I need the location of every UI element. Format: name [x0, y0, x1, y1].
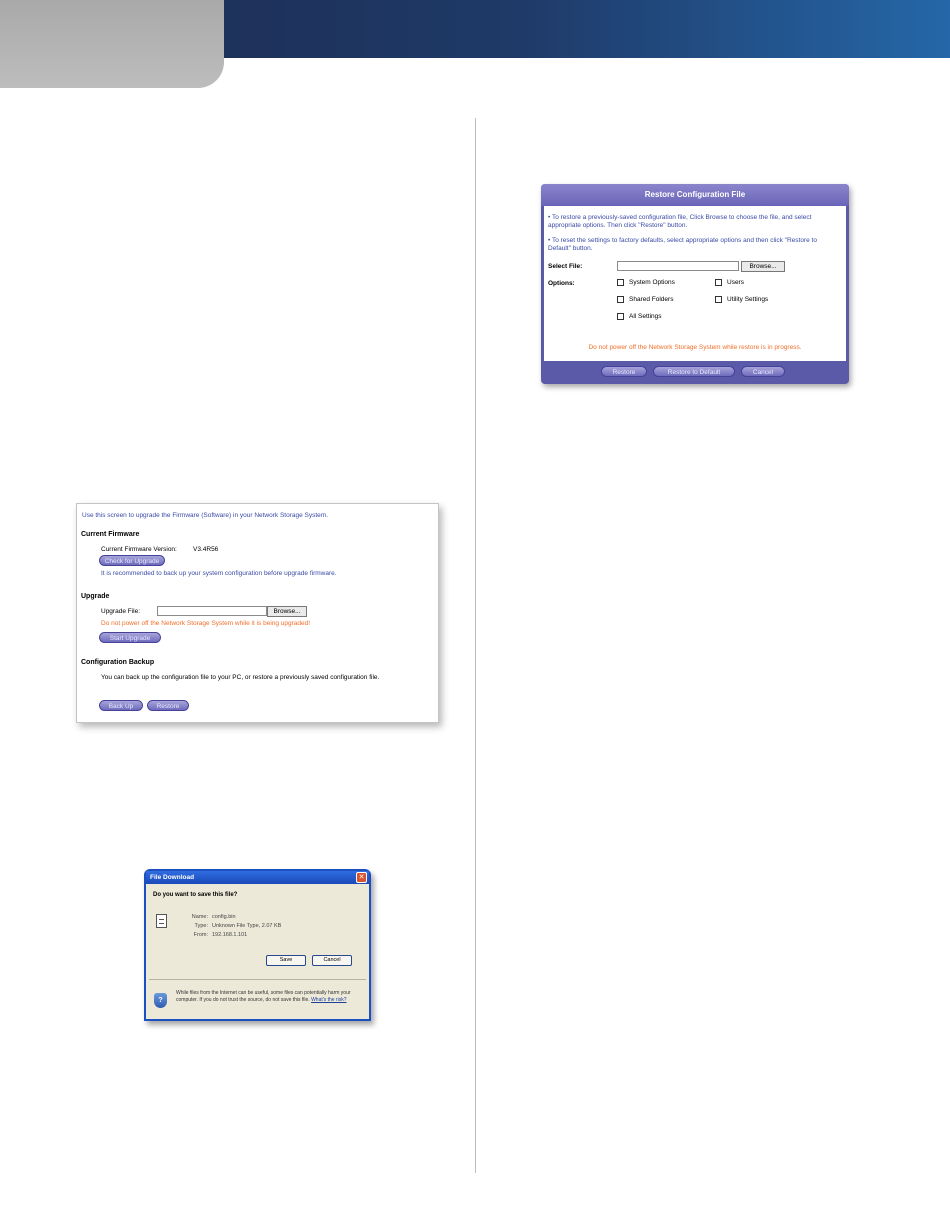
- start-upgrade-button[interactable]: Start Upgrade: [99, 632, 161, 643]
- restore-instruction: • To restore a previously-saved configuration file, Click Browse to choose the file, and select appropriate options. Then click "Restore" button.: [548, 214, 812, 229]
- firmware-intro: Use this screen to upgrade the Firmware (Software) in your Network Storage System.: [82, 512, 329, 519]
- backup-recommendation: It is recommended to back up your system configuration before upgrade firmware.: [101, 570, 337, 577]
- type-value: Unknown File Type, 2.07 KB: [212, 923, 282, 929]
- restore-button-row: [541, 366, 849, 380]
- reset-instruction: • To reset the settings to factory defaults, select appropriate options and then click "Restore to Default" button.: [548, 237, 817, 252]
- option-users[interactable]: [715, 279, 744, 286]
- dialog-separator: [149, 979, 366, 980]
- whats-the-risk-link[interactable]: What's the risk?: [311, 996, 347, 1003]
- from-value: 192.168.1.101: [212, 932, 248, 938]
- restore-configuration-dialog: [541, 184, 849, 384]
- options-label: Options:: [548, 280, 575, 287]
- system-options-label: System Options: [629, 279, 675, 286]
- users-label: Users: [727, 279, 744, 286]
- shared-folders-checkbox[interactable]: [617, 296, 624, 303]
- utility-settings-checkbox[interactable]: [715, 296, 722, 303]
- column-divider: [475, 118, 476, 1173]
- type-label: Type:: [194, 923, 208, 929]
- configuration-backup-text: You can back up the configuration file to your PC, or restore a previously saved configuration file.: [101, 674, 380, 681]
- upgrade-browse-button[interactable]: Browse...: [267, 606, 307, 617]
- file-download-titlebar: [146, 871, 369, 884]
- check-for-upgrade-button[interactable]: Check for Upgrade: [99, 555, 165, 566]
- browse-button[interactable]: Browse...: [741, 261, 785, 272]
- system-options-checkbox[interactable]: [617, 279, 624, 286]
- option-system-options[interactable]: [617, 279, 675, 286]
- cancel-button[interactable]: Cancel: [741, 366, 785, 377]
- upgrade-file-input[interactable]: [157, 606, 267, 616]
- option-utility-settings[interactable]: [715, 296, 768, 303]
- file-download-title: File Download: [150, 874, 195, 881]
- name-label: Name:: [191, 914, 208, 920]
- restore-dialog-title: Restore Configuration File: [541, 184, 849, 206]
- all-settings-label: All Settings: [629, 313, 662, 320]
- upgrade-warning: Do not power off the Network Storage System while it is being upgraded!: [101, 620, 311, 627]
- download-warning: [176, 990, 366, 1003]
- option-all-settings[interactable]: [617, 313, 662, 320]
- file-download-dialog: [144, 869, 371, 1021]
- restore-button[interactable]: Restore: [601, 366, 647, 377]
- restore-config-button[interactable]: Restore: [147, 700, 189, 711]
- current-version-label: Current Firmware Version:: [101, 546, 177, 553]
- upgrade-heading: Upgrade: [81, 593, 110, 600]
- option-shared-folders[interactable]: [617, 296, 673, 303]
- utility-settings-label: Utility Settings: [727, 296, 769, 303]
- users-checkbox[interactable]: [715, 279, 722, 286]
- all-settings-checkbox[interactable]: [617, 313, 624, 320]
- save-button[interactable]: Save: [266, 955, 306, 966]
- current-version-value: V3.4R56: [193, 546, 219, 553]
- configuration-backup-heading: Configuration Backup: [81, 659, 155, 666]
- back-up-button[interactable]: Back Up: [99, 700, 143, 711]
- shared-folders-label: Shared Folders: [629, 296, 674, 303]
- dialog-cancel-button[interactable]: Cancel: [312, 955, 352, 966]
- name-value: config.bin: [212, 914, 236, 920]
- current-firmware-heading: Current Firmware: [81, 531, 140, 538]
- select-file-label: Select File:: [548, 263, 583, 270]
- shield-icon: ?: [154, 993, 167, 1008]
- document-icon: [156, 914, 167, 928]
- restore-dialog-body: [544, 206, 846, 361]
- restore-to-default-button[interactable]: Restore to Default: [653, 366, 735, 377]
- select-file-input[interactable]: [617, 261, 739, 271]
- upgrade-file-label: Upgrade File:: [101, 608, 141, 615]
- save-question: Do you want to save this file?: [153, 892, 238, 898]
- firmware-upgrade-panel: [76, 503, 439, 723]
- page-header-tab: [0, 0, 224, 88]
- close-icon[interactable]: ✕: [356, 872, 367, 883]
- download-warning-text: While files from the Internet can be useful, some files can potentially harm your computer. If you do not trust the source, do not save this file.: [176, 990, 351, 1003]
- from-label: From:: [193, 932, 208, 938]
- restore-warning: Do not power off the Network Storage System while restore is in progress.: [588, 344, 802, 351]
